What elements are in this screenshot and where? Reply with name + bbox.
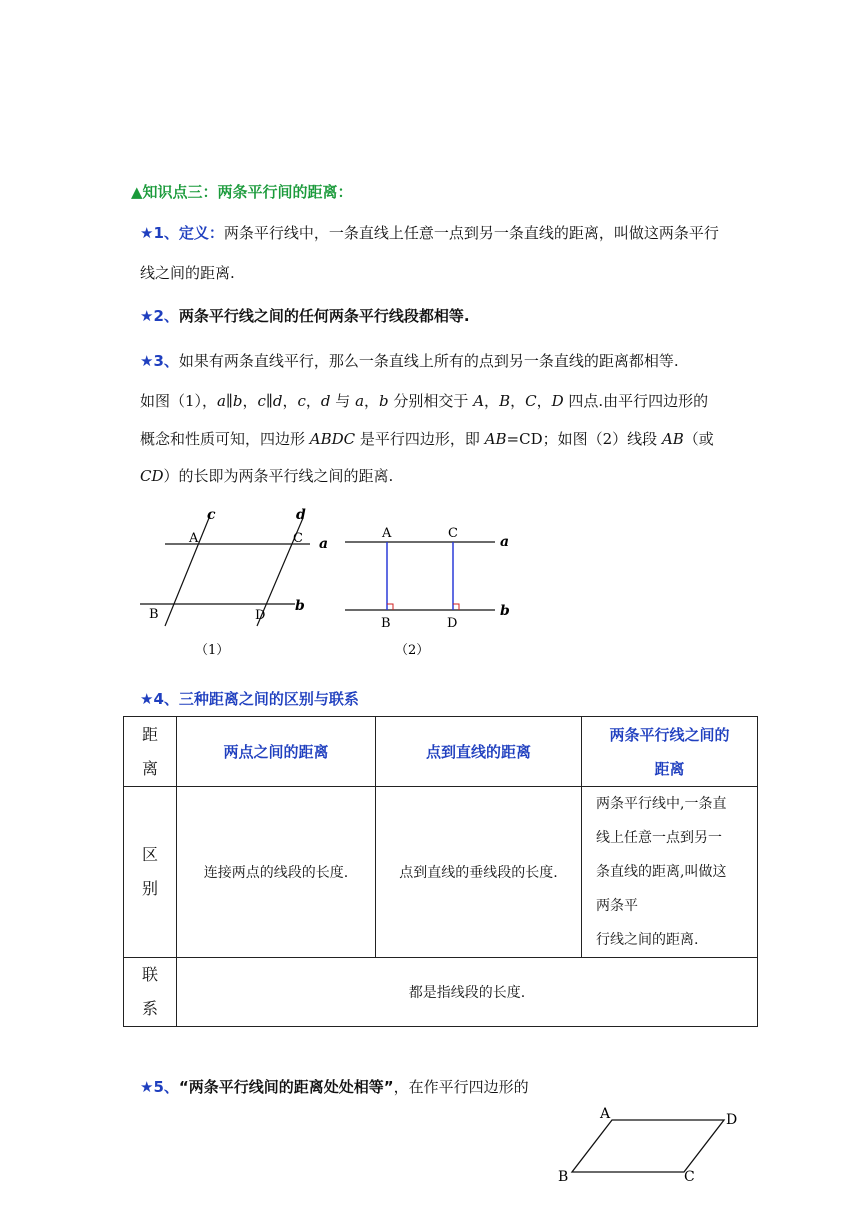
cell-text: 距	[141, 724, 158, 744]
text-run: ，	[364, 392, 380, 410]
label-D: D	[726, 1112, 738, 1128]
section-title: ▲知识点三：两条平行间的距离：	[131, 183, 353, 201]
cell-text: 线上任意一点到另一	[596, 830, 722, 846]
cell-text: 距离	[654, 759, 685, 778]
text-run: ，	[536, 392, 552, 410]
text-run: a∥b	[217, 392, 243, 410]
figure-1-parallelogram	[135, 500, 335, 665]
label-b: b	[500, 603, 510, 619]
label-A: A	[189, 531, 199, 546]
distance-comparison-table	[123, 716, 758, 1027]
figure-2-perpendicular-segments	[340, 515, 520, 665]
text-run: c∥d	[257, 392, 283, 410]
star-label-2: ★2、	[140, 307, 179, 325]
text-run: 概念和性质可知，四边形	[140, 430, 310, 448]
text-run: C	[525, 392, 537, 410]
text-run: =CD；如图（2）线段	[506, 430, 662, 448]
text-run: 四点.由平行四边形的	[563, 392, 709, 410]
text-run: CD	[140, 467, 164, 485]
point-5	[140, 1076, 529, 1097]
cell-text: 条直线的距离,叫做这	[596, 864, 727, 880]
parallelogram-shape	[572, 1120, 724, 1172]
label-D: D	[255, 608, 266, 623]
explanation-line-2	[140, 428, 714, 449]
text-run: ，	[242, 392, 258, 410]
cell-text: 区	[141, 845, 158, 864]
header-point-to-line: 点到直线的距离	[376, 717, 582, 787]
point-4-text: 三种距离之间的区别与联系	[178, 690, 359, 708]
label-A: A	[600, 1106, 611, 1122]
point-2	[140, 305, 470, 326]
text-run: c	[297, 392, 306, 410]
label-A: A	[382, 526, 392, 541]
cell-text: 行线之间的距离.	[596, 932, 699, 948]
label-d: d	[296, 507, 306, 523]
cell-text: 离	[141, 758, 158, 778]
text-run: d	[320, 392, 331, 410]
label-B: B	[558, 1169, 569, 1185]
label-b: b	[295, 598, 305, 614]
definition-text: 两条平行线中，一条直线上任意一点到另一条直线的距离，叫做这两条平行	[223, 224, 719, 242]
text-run: ，	[305, 392, 321, 410]
definition-text-line2: 线之间的距离.	[140, 264, 235, 282]
header-cell-distance	[124, 717, 177, 787]
header-two-points: 两点之间的距离	[177, 717, 376, 787]
text-run: AB	[484, 430, 507, 448]
star-label-1: ★1、	[140, 224, 179, 242]
text-run: ，	[282, 392, 298, 410]
explanation-line-3	[140, 465, 393, 486]
right-angle-mark	[453, 604, 459, 610]
cell-text: 联	[141, 965, 158, 984]
cell-parallel-lines-difference	[582, 787, 758, 958]
text-run: ，	[510, 392, 526, 410]
text-run: 分别相交于	[388, 392, 474, 410]
label-C: C	[684, 1169, 695, 1185]
point-2-text: 两条平行线之间的任何两条平行线段都相等.	[178, 307, 470, 325]
label-c: c	[207, 507, 216, 523]
label-B: B	[149, 607, 159, 622]
definition-label: 定义：	[178, 224, 224, 242]
point-5-text: ，在作平行四边形的	[393, 1078, 529, 1096]
cell-text: 两条平行线中,一条直	[596, 796, 727, 812]
text-run: a	[355, 392, 365, 410]
point-5-quote: “两条平行线间的距离处处相等”	[178, 1078, 394, 1096]
point-3	[140, 350, 679, 371]
text-run: ABDC	[309, 430, 356, 448]
table-header-row	[124, 717, 758, 787]
text-run: b	[379, 392, 389, 410]
star-label-3: ★3、	[140, 352, 179, 370]
figure-1-caption: （1）	[195, 643, 230, 658]
text-run: ，	[484, 392, 500, 410]
row-label-difference	[124, 787, 177, 958]
text-run: （或	[683, 430, 714, 448]
header-parallel-lines	[582, 717, 758, 787]
cell-text: 别	[141, 879, 158, 898]
label-C: C	[448, 526, 458, 541]
text-run: 是平行四边形，即	[355, 430, 485, 448]
definition-paragraph	[140, 222, 719, 243]
label-B: B	[381, 616, 391, 631]
label-a: a	[319, 536, 329, 552]
text-run: D	[551, 392, 564, 410]
explanation-line-1	[140, 390, 708, 411]
right-angle-mark	[387, 604, 393, 610]
point-4	[140, 688, 359, 709]
row-label-connection	[124, 958, 177, 1027]
text-run: ）的长即为两条平行线之间的距离.	[163, 467, 394, 485]
point-3-text: 如果有两条直线平行，那么一条直线上所有的点到另一条直线的距离都相等.	[178, 352, 679, 370]
star-label-5: ★5、	[140, 1078, 179, 1096]
cell-point-to-line-difference: 点到直线的垂线段的长度.	[376, 787, 582, 958]
cell-two-points-difference: 连接两点的线段的长度.	[177, 787, 376, 958]
label-D: D	[447, 616, 458, 631]
line-c	[165, 518, 209, 626]
text-run: A	[473, 392, 485, 410]
text-run: B	[499, 392, 511, 410]
cell-connection: 都是指线段的长度.	[177, 958, 758, 1027]
label-a: a	[500, 534, 510, 550]
label-C: C	[293, 531, 303, 546]
figure-3-parallelogram	[550, 1100, 750, 1190]
table-row-difference	[124, 787, 758, 958]
cell-text: 两条平	[596, 898, 638, 914]
cell-text: 两条平行线之间的	[609, 725, 730, 744]
text-run: 与	[330, 392, 356, 410]
cell-text: 系	[141, 999, 158, 1018]
text-run: 如图（1），	[140, 392, 218, 410]
table-row-connection	[124, 958, 758, 1027]
text-run: AB	[661, 430, 684, 448]
star-label-4: ★4、	[140, 690, 179, 708]
figure-2-caption: （2）	[395, 643, 430, 658]
